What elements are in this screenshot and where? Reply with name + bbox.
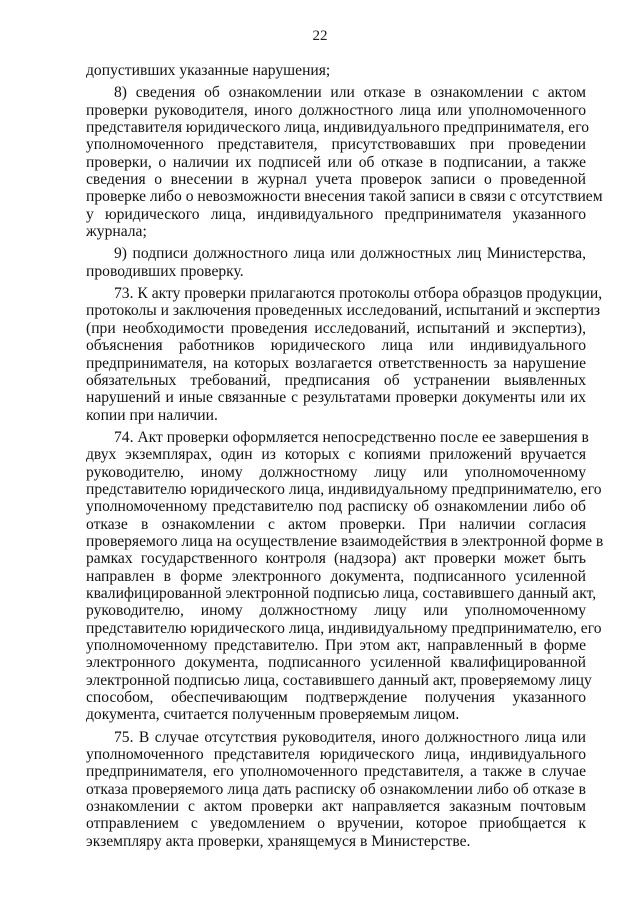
text-line: электронной подписью лица, составившего данный акт, проверяемому лицу bbox=[86, 671, 592, 689]
text-line: представителю юридического лица, индивидуальному предпринимателю, его bbox=[86, 480, 602, 498]
text-line: двух экземплярах, один из которых с копиями приложений вручается bbox=[86, 446, 586, 464]
text-line: отказа проверяемого лица дать расписку об ознакомлении либо об отказе в bbox=[86, 780, 586, 798]
text-line: отказе в ознакомлении с актом проверки. При наличии согласия bbox=[86, 515, 586, 533]
text-line: документа, считается полученным проверяемым лицом. bbox=[86, 706, 460, 724]
text-line: уполномоченному представителю. При этом акт, направленный в форме bbox=[86, 637, 586, 654]
paragraph-continuation bbox=[86, 62, 586, 79]
text-line: направлен в форме электронного документа, подписанного усиленной bbox=[86, 567, 586, 585]
text-line: (при необходимости проведения исследований, испытаний и экспертиз), bbox=[86, 319, 586, 337]
document-body bbox=[86, 62, 604, 850]
text-line: допустивших указанные нарушения; bbox=[86, 62, 331, 79]
text-line: уполномоченного представителя, присутствовавших при проведении bbox=[86, 136, 586, 154]
text-line: уполномоченного представителя юридического лица, индивидуального bbox=[86, 746, 586, 764]
text-line: 74. Акт проверки оформляется непосредственно после ее завершения в bbox=[114, 428, 589, 446]
text-line: отправлением с уведомлением о вручении, которое приобщается к bbox=[86, 815, 586, 833]
text-line: проверке либо о невозможности внесения такой записи в связи с отсутствием bbox=[86, 188, 603, 206]
text-line: ознакомлении с актом проверки акт направляется заказным почтовым bbox=[86, 798, 586, 816]
text-line: предпринимателя, на которых возлагается ответственность за нарушение bbox=[86, 354, 586, 372]
text-line: нарушений и иные связанные с результатами проверки документы или их bbox=[86, 389, 586, 407]
text-line: копии при наличии. bbox=[86, 406, 218, 424]
text-line: 9) подписи должностного лица или должностных лиц Министерства, bbox=[114, 245, 586, 263]
text-line: у юридического лица, индивидуального предпринимателя указанного bbox=[86, 205, 586, 223]
text-line: руководителю, иному должностному лицу или уполномоченному bbox=[86, 602, 586, 620]
text-line: сведения о внесении в журнал учета проверок записи о проведенной bbox=[86, 171, 586, 189]
text-line: руководителю, иному должностному лицу или уполномоченному bbox=[86, 463, 586, 481]
paragraph-clause-74 bbox=[86, 428, 604, 724]
text-line: журнала; bbox=[86, 223, 147, 241]
text-line: проверки, о наличии их подписей или об отказе в подписании, а также bbox=[86, 153, 586, 171]
text-line: экземпляру акта проверки, хранящемуся в Министерстве. bbox=[86, 832, 471, 850]
text-line: 73. К акту проверки прилагаются протоколы отбора образцов продукции, bbox=[114, 285, 603, 303]
text-line: квалифицированной электронной подписью лица, составившего данный акт, bbox=[86, 584, 597, 602]
paragraph-clause-73 bbox=[86, 285, 603, 424]
text-line: представителю юридического лица, индивидуальному предпринимателю, его bbox=[86, 619, 602, 637]
text-line: обязательных требований, предписания об устранении выявленных bbox=[86, 371, 586, 389]
text-line: проводивших проверку. bbox=[86, 262, 244, 280]
page-number: 22 bbox=[312, 28, 328, 44]
text-line: предпринимателя, его уполномоченного представителя, а также в случае bbox=[86, 763, 586, 781]
text-line: электронного документа, подписанного усиленной квалифицированной bbox=[86, 654, 586, 672]
text-line: способом, обеспечивающим подтверждение получения указанного bbox=[86, 689, 586, 707]
text-line: проверки руководителя, иного должностного лица или уполномоченного bbox=[86, 101, 586, 119]
paragraph-item-8 bbox=[86, 84, 603, 241]
text-line: проверяемого лица на осуществление взаимодействия в электронной форме в bbox=[86, 532, 604, 550]
text-line: уполномоченному представителю под расписку об ознакомлении либо об bbox=[86, 498, 586, 516]
text-line: 8) сведения об ознакомлении или отказе в ознакомлении с актом bbox=[114, 84, 586, 102]
text-line: объяснения работников юридического лица или индивидуального bbox=[86, 337, 586, 355]
text-line: 75. В случае отсутствия руководителя, иного должностного лица или bbox=[114, 728, 586, 746]
text-line: протоколы и заключения проведенных исследований, испытаний и экспертиз bbox=[86, 302, 601, 320]
text-line: представителя юридического лица, индивидуального предпринимателя, его bbox=[86, 119, 590, 137]
paragraph-clause-75 bbox=[86, 729, 586, 850]
paragraph-item-9 bbox=[86, 245, 586, 280]
text-line: рамках государственного контроля (надзора) акт проверки может быть bbox=[86, 550, 586, 568]
